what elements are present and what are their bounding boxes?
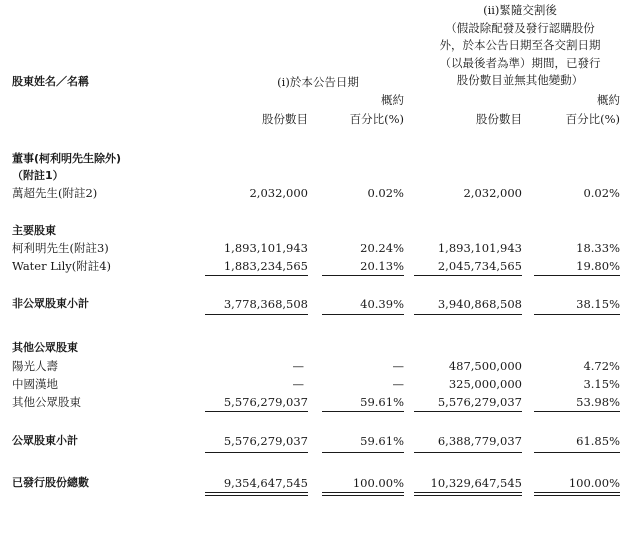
row-shares-ii: 10,329,647,545	[430, 476, 522, 490]
row-pct-i: 40.39%	[360, 297, 404, 311]
row-shares-ii: 1,893,101,943	[437, 241, 522, 255]
row-shares-ii: 487,500,000	[448, 359, 522, 373]
subtotal-divider	[205, 275, 308, 276]
subtotal-divider	[534, 452, 620, 453]
row-pct-i: 59.61%	[360, 395, 404, 409]
row-shares-ii: 2,032,000	[463, 186, 522, 200]
row-name: 其他公眾股東	[12, 395, 81, 409]
row-pct-ii: 18.33%	[576, 241, 620, 255]
row-shares-ii: 6,388,779,037	[437, 434, 522, 448]
row-name: 柯利明先生(附註3)	[12, 241, 109, 255]
row-pct-ii: 19.80%	[576, 259, 620, 273]
column-header-name: 股東姓名／名稱	[12, 75, 89, 88]
row-shares-i: 1,883,234,565	[223, 259, 308, 273]
row-pct-i: —	[392, 377, 404, 391]
row-shares-i: —	[292, 359, 304, 373]
total-double-underline	[534, 492, 620, 496]
row-pct-ii: 61.85%	[576, 434, 620, 448]
row-pct-i: 0.02%	[367, 186, 404, 200]
shares-header-ii: 股份數目	[476, 112, 522, 126]
row-pct-ii: 38.15%	[576, 297, 620, 311]
subtotal-divider	[205, 452, 308, 453]
total-double-underline	[322, 492, 404, 496]
row-name: 萬超先生(附註2)	[12, 186, 98, 200]
section-directors-note: （附註1）	[12, 169, 64, 182]
non-public-subtotal-label: 非公眾股東小計	[12, 297, 89, 310]
row-shares-i: 5,576,279,037	[223, 434, 308, 448]
subtotal-divider	[322, 411, 404, 412]
subtotal-divider	[322, 275, 404, 276]
subtotal-divider	[205, 314, 308, 315]
row-pct-i: 100.00%	[352, 476, 404, 490]
total-double-underline	[414, 492, 522, 496]
public-subtotal-label: 公眾股東小計	[12, 434, 78, 447]
section-major-title: 主要股東	[12, 224, 56, 237]
row-pct-i: 20.24%	[360, 241, 404, 255]
row-pct-ii: 3.15%	[583, 377, 620, 391]
col-ii-header-line5: 股份數目並無其他變動）	[456, 73, 584, 87]
subtotal-divider	[534, 314, 620, 315]
row-shares-i: 9,354,647,545	[223, 476, 308, 490]
row-shares-ii: 2,045,734,565	[437, 259, 522, 273]
subtotal-divider	[322, 314, 404, 315]
approx-label-ii: 概約	[597, 93, 620, 107]
row-pct-i: 59.61%	[360, 434, 404, 448]
section-other-public-title: 其他公眾股東	[12, 341, 78, 354]
subtotal-divider	[414, 411, 522, 412]
row-name: 中國漢地	[12, 377, 58, 391]
total-issued-label: 已發行股份總數	[12, 476, 89, 489]
col-ii-header-line2: （假設除配發及發行認購股份	[445, 21, 595, 35]
col-ii-header-line4: （以最後者為準）期間，已發行	[439, 56, 601, 70]
shares-header-i: 股份數目	[262, 112, 308, 126]
row-name: Water Lily(附註4)	[12, 259, 112, 273]
row-pct-ii: 53.98%	[576, 395, 620, 409]
approx-label-i: 概約	[381, 93, 404, 107]
row-pct-i: —	[392, 359, 404, 373]
row-shares-i: 1,893,101,943	[223, 241, 308, 255]
row-shares-ii: 325,000,000	[448, 377, 522, 391]
subtotal-divider	[205, 411, 308, 412]
row-shares-i: 3,778,368,508	[223, 297, 308, 311]
percent-header-ii: 百分比(%)	[565, 112, 620, 126]
col-ii-header-line3: 外，於本公告日期至各交割日期	[439, 38, 601, 52]
col-i-header: (i)於本公告日期	[277, 75, 359, 89]
row-pct-ii: 0.02%	[583, 186, 620, 200]
section-directors-title: 董事(柯利明先生除外)	[12, 152, 122, 165]
row-pct-ii: 4.72%	[583, 359, 620, 373]
total-double-underline	[205, 492, 308, 496]
percent-header-i: 百分比(%)	[349, 112, 404, 126]
subtotal-divider	[414, 314, 522, 315]
row-pct-i: 20.13%	[360, 259, 404, 273]
row-shares-ii: 5,576,279,037	[437, 395, 522, 409]
col-ii-header-line1: (ii)緊隨交割後	[483, 3, 557, 17]
row-shares-ii: 3,940,868,508	[437, 297, 522, 311]
row-shares-i: 2,032,000	[249, 186, 308, 200]
row-pct-ii: 100.00%	[568, 476, 620, 490]
subtotal-divider	[322, 452, 404, 453]
subtotal-divider	[414, 275, 522, 276]
row-shares-i: 5,576,279,037	[223, 395, 308, 409]
subtotal-divider	[534, 411, 620, 412]
subtotal-divider	[534, 275, 620, 276]
subtotal-divider	[414, 452, 522, 453]
row-name: 陽光人壽	[12, 359, 58, 373]
row-shares-i: —	[292, 377, 304, 391]
